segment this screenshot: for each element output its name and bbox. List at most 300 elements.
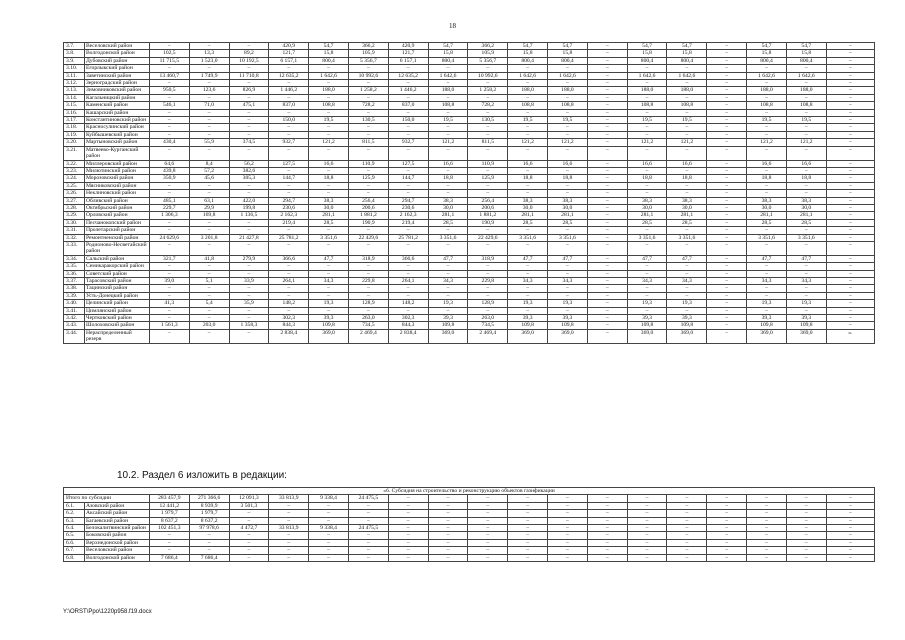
value-cell: 546,1 <box>149 102 189 109</box>
value-cell: – <box>229 65 269 72</box>
value-cell: – <box>149 124 189 131</box>
value-cell: 47,7 <box>747 255 787 262</box>
value-cell: 38,3 <box>747 197 787 204</box>
value-cell: – <box>587 43 627 50</box>
value-cell: – <box>508 227 548 234</box>
value-cell: – <box>428 292 468 299</box>
value-cell: – <box>149 532 189 539</box>
value-cell: 1 642,6 <box>508 72 548 79</box>
district-name: Миллеровский район <box>84 160 149 167</box>
table-row <box>64 80 875 87</box>
value-cell: – <box>149 315 189 322</box>
value-cell: – <box>309 539 349 546</box>
value-cell: – <box>667 510 707 517</box>
value-cell: – <box>508 109 548 116</box>
value-cell: – <box>428 270 468 277</box>
value-cell: 15,8 <box>428 50 468 57</box>
value-cell: 263,0 <box>348 315 388 322</box>
row-number: 6.1. <box>64 502 85 509</box>
row-number: 3.33. <box>64 241 85 255</box>
value-cell: – <box>388 124 428 131</box>
value-cell: – <box>229 510 269 517</box>
district-name: Кашарский район <box>84 109 149 116</box>
value-cell: – <box>508 495 548 502</box>
value-cell: – <box>428 495 468 502</box>
value-cell: – <box>587 65 627 72</box>
district-name: Зимовниковский район <box>84 87 149 94</box>
value-cell: – <box>468 146 508 160</box>
value-cell: 19,3 <box>667 300 707 307</box>
value-cell: – <box>428 554 468 561</box>
district-name: Ремонтненский район <box>84 234 149 241</box>
value-cell: – <box>707 131 747 138</box>
value-cell: – <box>707 219 747 226</box>
value-cell: – <box>269 109 309 116</box>
table-row <box>64 502 875 509</box>
value-cell: 109,8 <box>309 322 349 329</box>
value-cell: – <box>428 525 468 532</box>
district-name: Тарасовский район <box>84 278 149 285</box>
value-cell: – <box>348 182 388 189</box>
table-row <box>64 87 875 94</box>
value-cell: 47,7 <box>786 255 826 262</box>
value-cell: – <box>229 539 269 546</box>
value-cell: – <box>826 539 874 546</box>
value-cell: – <box>388 510 428 517</box>
table-row <box>64 190 875 197</box>
value-cell: 302,3 <box>388 315 428 322</box>
value-cell: 230,6 <box>388 204 428 211</box>
value-cell: 1 642,6 <box>627 72 667 79</box>
value-cell: 39,3 <box>548 315 588 322</box>
value-cell: – <box>707 227 747 234</box>
value-cell: 369,0 <box>309 329 349 343</box>
value-cell: – <box>587 94 627 101</box>
value-cell: – <box>309 94 349 101</box>
value-cell: – <box>826 87 874 94</box>
value-cell: – <box>189 190 229 197</box>
value-cell: – <box>587 263 627 270</box>
value-cell: – <box>826 65 874 72</box>
value-cell: 374,5 <box>229 139 269 146</box>
table-row <box>64 315 875 322</box>
value-cell: 5,1 <box>189 278 229 285</box>
value-cell: – <box>707 139 747 146</box>
row-number: 3.24. <box>64 175 85 182</box>
value-cell: – <box>786 502 826 509</box>
value-cell: 19,5 <box>747 117 787 124</box>
value-cell: 369,0 <box>667 329 707 343</box>
value-cell: 800,4 <box>786 57 826 64</box>
value-cell: – <box>388 146 428 160</box>
value-cell: 263,0 <box>468 315 508 322</box>
value-cell: 28,5 <box>627 219 667 226</box>
value-cell: – <box>587 80 627 87</box>
district-name: Матвеево-Курганский район <box>84 146 149 160</box>
value-cell: – <box>229 292 269 299</box>
value-cell: 144,7 <box>269 175 309 182</box>
value-cell: – <box>468 554 508 561</box>
value-cell: – <box>548 124 588 131</box>
table-row <box>64 167 875 174</box>
value-cell: – <box>707 102 747 109</box>
value-cell: 9 338,4 <box>309 525 349 532</box>
value-cell: – <box>428 532 468 539</box>
value-cell: – <box>229 219 269 226</box>
row-number: 3.31. <box>64 227 85 234</box>
value-cell: – <box>747 227 787 234</box>
row-number: 3.32. <box>64 234 85 241</box>
value-cell: – <box>587 175 627 182</box>
value-cell: – <box>707 495 747 502</box>
value-cell: – <box>587 292 627 299</box>
value-cell: 18,8 <box>548 175 588 182</box>
value-cell: – <box>707 547 747 554</box>
value-cell: – <box>388 109 428 116</box>
table-row <box>64 43 875 50</box>
value-cell: – <box>786 190 826 197</box>
value-cell: 188,0 <box>309 87 349 94</box>
value-cell: – <box>707 160 747 167</box>
value-cell: – <box>388 241 428 255</box>
value-cell: – <box>388 182 428 189</box>
value-cell: – <box>786 109 826 116</box>
value-cell: 47,7 <box>627 255 667 262</box>
value-cell: – <box>707 72 747 79</box>
value-cell: 18,8 <box>508 175 548 182</box>
table-row <box>64 547 875 554</box>
value-cell: – <box>269 80 309 87</box>
value-cell: – <box>627 285 667 292</box>
value-cell: 6 157,1 <box>388 57 428 64</box>
value-cell: 121,2 <box>428 139 468 146</box>
district-name: Дубовский район <box>84 57 149 64</box>
value-cell: – <box>428 80 468 87</box>
value-cell: – <box>548 65 588 72</box>
value-cell: 19,3 <box>428 300 468 307</box>
value-cell: – <box>428 131 468 138</box>
value-cell: – <box>587 241 627 255</box>
value-cell: 28,5 <box>428 219 468 226</box>
value-cell: – <box>269 190 309 197</box>
value-cell: 932,7 <box>388 139 428 146</box>
value-cell: 10 992,6 <box>348 72 388 79</box>
value-cell: – <box>149 263 189 270</box>
value-cell: – <box>627 532 667 539</box>
value-cell: – <box>428 65 468 72</box>
value-cell: 1 446,2 <box>388 87 428 94</box>
value-cell: 16,6 <box>508 160 548 167</box>
table-row <box>64 525 875 532</box>
value-cell: – <box>309 182 349 189</box>
value-cell: – <box>508 510 548 517</box>
value-cell: 38,3 <box>667 197 707 204</box>
value-cell: – <box>428 539 468 546</box>
value-cell: – <box>468 532 508 539</box>
value-cell: 281,1 <box>747 212 787 219</box>
value-cell: – <box>309 502 349 509</box>
table-row <box>64 255 875 262</box>
value-cell: 294,7 <box>388 197 428 204</box>
value-cell: 728,2 <box>348 102 388 109</box>
value-cell: – <box>747 510 787 517</box>
value-cell: – <box>309 146 349 160</box>
value-cell: – <box>707 300 747 307</box>
table-row <box>64 219 875 226</box>
value-cell: 350,9 <box>149 175 189 182</box>
value-cell: – <box>468 65 508 72</box>
value-cell: – <box>348 532 388 539</box>
value-cell: – <box>269 292 309 299</box>
value-cell: 39,3 <box>747 315 787 322</box>
value-cell: – <box>149 80 189 87</box>
value-cell: – <box>388 502 428 509</box>
value-cell: – <box>826 131 874 138</box>
value-cell: – <box>667 146 707 160</box>
value-cell: 369,0 <box>548 329 588 343</box>
value-cell: 5 356,7 <box>468 57 508 64</box>
value-cell: 230,6 <box>269 204 309 211</box>
value-cell: – <box>667 525 707 532</box>
value-cell: 38,3 <box>508 197 548 204</box>
value-cell: 15,8 <box>508 50 548 57</box>
value-cell: – <box>548 554 588 561</box>
value-cell: 1 561,3 <box>149 322 189 329</box>
value-cell: – <box>667 517 707 524</box>
value-cell: – <box>309 263 349 270</box>
value-cell: 54,7 <box>309 43 349 50</box>
value-cell: – <box>826 547 874 554</box>
value-cell: 54,7 <box>428 43 468 50</box>
value-cell: 305,3 <box>229 175 269 182</box>
row-number: 3.8. <box>64 50 85 57</box>
value-cell: 109,8 <box>667 322 707 329</box>
value-cell: – <box>309 80 349 87</box>
value-cell: – <box>508 502 548 509</box>
value-cell: 121,2 <box>508 139 548 146</box>
value-cell: – <box>348 554 388 561</box>
table-row <box>64 263 875 270</box>
value-cell: – <box>189 270 229 277</box>
value-cell: 12 091,3 <box>229 495 269 502</box>
value-cell: 110,9 <box>468 160 508 167</box>
value-cell: – <box>707 315 747 322</box>
value-cell: – <box>587 315 627 322</box>
value-cell: – <box>548 80 588 87</box>
value-cell: 281,1 <box>548 212 588 219</box>
value-cell: – <box>826 94 874 101</box>
value-cell: – <box>667 190 707 197</box>
value-cell: 15,8 <box>627 50 667 57</box>
value-cell: – <box>627 547 667 554</box>
district-name: Сальский район <box>84 255 149 262</box>
value-cell: – <box>826 234 874 241</box>
value-cell: 12 635,2 <box>388 72 428 79</box>
value-cell: – <box>189 117 229 124</box>
value-cell: – <box>149 219 189 226</box>
value-cell: 22 429,6 <box>348 234 388 241</box>
value-cell: – <box>548 502 588 509</box>
row-number: 6.2. <box>64 510 85 517</box>
row-number: 3.26. <box>64 190 85 197</box>
value-cell: 279,9 <box>229 255 269 262</box>
district-name: Константиновский район <box>84 117 149 124</box>
value-cell: 108,8 <box>309 102 349 109</box>
value-cell: 229,8 <box>348 278 388 285</box>
value-cell: – <box>707 554 747 561</box>
value-cell: 1 358,3 <box>229 322 269 329</box>
value-cell: 28,5 <box>508 219 548 226</box>
value-cell: – <box>348 146 388 160</box>
value-cell: – <box>508 182 548 189</box>
district-name: Цимлянский район <box>84 307 149 314</box>
table-row <box>64 539 875 546</box>
value-cell: 837,0 <box>269 102 309 109</box>
value-cell: – <box>707 117 747 124</box>
value-cell: – <box>388 263 428 270</box>
value-cell: 19,3 <box>627 300 667 307</box>
table-caption: «6. Субсидия на строительство и реконструкцию объектов газификации <box>64 488 875 495</box>
value-cell: 369,0 <box>627 329 667 343</box>
value-cell: – <box>627 190 667 197</box>
value-cell: 39,3 <box>627 315 667 322</box>
value-cell: 109,8 <box>786 322 826 329</box>
value-cell: – <box>468 292 508 299</box>
value-cell: 38,3 <box>548 197 588 204</box>
row-number: 3.37. <box>64 278 85 285</box>
table-row <box>64 117 875 124</box>
value-cell: – <box>627 131 667 138</box>
value-cell: – <box>309 190 349 197</box>
value-cell: 485,1 <box>149 197 189 204</box>
value-cell: 3 351,6 <box>627 234 667 241</box>
value-cell: – <box>189 219 229 226</box>
value-cell: 30,0 <box>786 204 826 211</box>
value-cell: – <box>587 285 627 292</box>
value-cell: – <box>747 241 787 255</box>
table-row <box>64 131 875 138</box>
value-cell: 283 457,9 <box>149 495 189 502</box>
value-cell: 54,7 <box>667 43 707 50</box>
value-cell: 127,5 <box>269 160 309 167</box>
value-cell: 800,4 <box>548 57 588 64</box>
value-cell: 110,9 <box>348 160 388 167</box>
district-name: Шолоховский район <box>84 322 149 329</box>
value-cell: – <box>786 285 826 292</box>
value-cell: – <box>309 109 349 116</box>
value-cell: – <box>508 270 548 277</box>
value-cell: – <box>707 87 747 94</box>
value-cell: – <box>587 510 627 517</box>
value-cell: 71,0 <box>189 102 229 109</box>
value-cell: – <box>786 539 826 546</box>
value-cell: 30,0 <box>508 204 548 211</box>
value-cell: – <box>826 315 874 322</box>
value-cell: – <box>348 124 388 131</box>
value-cell: – <box>149 131 189 138</box>
value-cell: – <box>587 547 627 554</box>
value-cell: – <box>508 263 548 270</box>
value-cell: 13 460,7 <box>149 72 189 79</box>
value-cell: 25 781,2 <box>388 234 428 241</box>
value-cell: 15,8 <box>786 50 826 57</box>
value-cell: ». <box>826 329 874 343</box>
value-cell: 264,1 <box>388 278 428 285</box>
value-cell: – <box>229 554 269 561</box>
value-cell: – <box>428 510 468 517</box>
value-cell: – <box>826 525 874 532</box>
value-cell: 57,2 <box>189 167 229 174</box>
value-cell: – <box>587 227 627 234</box>
value-cell: – <box>548 146 588 160</box>
table-caption-row <box>64 488 875 495</box>
value-cell: 30,0 <box>548 204 588 211</box>
value-cell: – <box>508 285 548 292</box>
value-cell: 420,9 <box>269 43 309 50</box>
value-cell: – <box>707 190 747 197</box>
value-cell: – <box>309 131 349 138</box>
value-cell: – <box>348 307 388 314</box>
value-cell: 130,5 <box>468 117 508 124</box>
value-cell: – <box>269 517 309 524</box>
value-cell: 109,8 <box>627 322 667 329</box>
value-cell: 3 501,3 <box>229 502 269 509</box>
value-cell: – <box>587 160 627 167</box>
value-cell: 47,7 <box>309 255 349 262</box>
value-cell: – <box>388 495 428 502</box>
value-cell: 19,3 <box>548 300 588 307</box>
value-cell: – <box>468 94 508 101</box>
district-name: Белокалитвинский район <box>84 525 149 532</box>
value-cell: – <box>468 285 508 292</box>
value-cell: 121,2 <box>309 139 349 146</box>
value-cell: – <box>149 146 189 160</box>
value-cell: – <box>548 167 588 174</box>
value-cell: – <box>786 227 826 234</box>
value-cell: – <box>508 124 548 131</box>
value-cell: 102 451,3 <box>149 525 189 532</box>
value-cell: – <box>149 43 189 50</box>
value-cell: – <box>587 146 627 160</box>
value-cell: – <box>747 547 787 554</box>
value-cell: 30,0 <box>747 204 787 211</box>
value-cell: – <box>587 57 627 64</box>
value-cell: – <box>468 263 508 270</box>
value-cell: 2 162,3 <box>388 212 428 219</box>
value-cell: – <box>548 285 588 292</box>
value-cell: – <box>468 109 508 116</box>
value-cell: – <box>627 146 667 160</box>
value-cell: – <box>229 131 269 138</box>
value-cell: 54,7 <box>508 43 548 50</box>
value-cell: – <box>826 219 874 226</box>
value-cell: – <box>826 241 874 255</box>
value-cell: 24 475,5 <box>348 525 388 532</box>
value-cell: 229,7 <box>149 204 189 211</box>
value-cell: – <box>826 146 874 160</box>
value-cell: 15,8 <box>309 50 349 57</box>
value-cell: – <box>468 131 508 138</box>
value-cell: – <box>149 227 189 234</box>
value-cell: – <box>707 182 747 189</box>
district-name: Заветинский район <box>84 72 149 79</box>
value-cell: 1 642,6 <box>667 72 707 79</box>
value-cell: – <box>587 539 627 546</box>
value-cell: 12 635,2 <box>269 72 309 79</box>
value-cell: 39,3 <box>428 315 468 322</box>
value-cell: – <box>428 182 468 189</box>
value-cell: – <box>269 532 309 539</box>
